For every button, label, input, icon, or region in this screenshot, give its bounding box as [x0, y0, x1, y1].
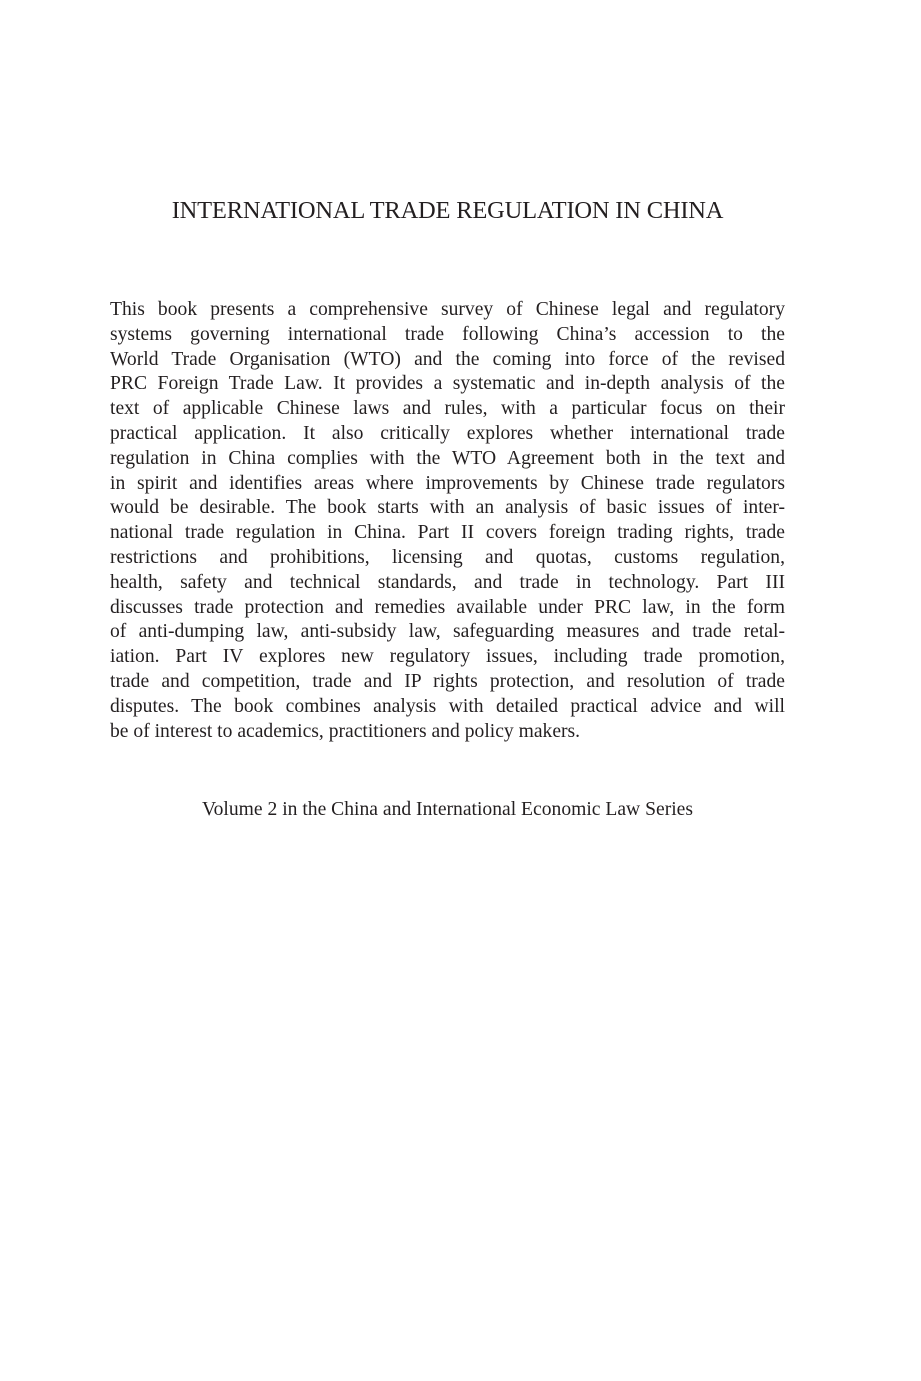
description-line: text of applicable Chinese laws and rules, with a particular focus on their — [110, 398, 785, 420]
description-line: of anti-dumping law, anti-subsidy law, safeguarding measures and trade retal- — [110, 621, 785, 643]
description-line: restrictions and prohibitions, licensing and quotas, customs regulation, — [110, 546, 785, 568]
description-line: regulation in China complies with the WTO Agreement both in the text and — [110, 447, 785, 469]
description-line: health, safety and technical standards, and trade in technology. Part III — [110, 571, 785, 593]
description-line: trade and competition, trade and IP rights protection, and resolution of trade — [110, 670, 785, 692]
book-description — [110, 298, 785, 744]
description-line: PRC Foreign Trade Law. It provides a systematic and in-depth analysis of the — [110, 373, 785, 395]
description-line: would be desirable. The book starts with an analysis of basic issues of inter- — [110, 497, 785, 519]
description-line: systems governing international trade following China’s accession to the — [110, 323, 785, 345]
description-line: iation. Part IV explores new regulatory issues, including trade promotion, — [110, 646, 785, 668]
page-title: INTERNATIONAL TRADE REGULATION IN CHINA — [171, 197, 724, 224]
description-line: national trade regulation in China. Part II covers foreign trading rights, trade — [110, 522, 785, 544]
description-line: disputes. The book combines analysis with detailed practical advice and will — [110, 695, 785, 717]
description-line: This book presents a comprehensive survey of Chinese legal and regulatory — [110, 299, 785, 320]
series-note: Volume 2 in the China and International Economic Law Series — [202, 799, 693, 820]
description-line: practical application. It also critically explores whether international trade — [110, 422, 785, 444]
description-line: be of interest to academics, practitioners and policy makers. — [110, 720, 581, 742]
description-line: in spirit and identifies areas where improvements by Chinese trade regulators — [110, 472, 785, 494]
description-line: discusses trade protection and remedies available under PRC law, in the form — [110, 596, 785, 618]
description-line: World Trade Organisation (WTO) and the coming into force of the revised — [110, 348, 785, 370]
